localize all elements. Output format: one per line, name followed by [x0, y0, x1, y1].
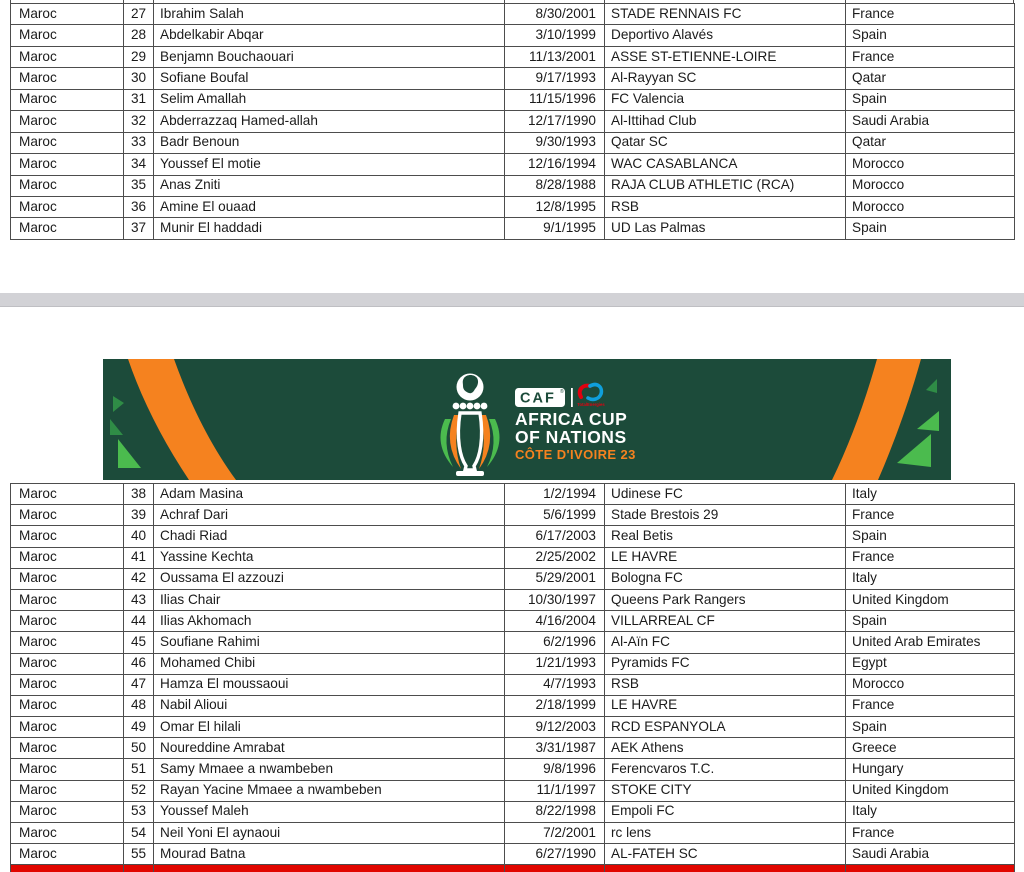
- cell-player: Ilias Akhomach: [154, 611, 505, 632]
- cell-player: Amine El ouaad: [154, 196, 505, 217]
- table-row: [11, 46, 1015, 67]
- table-row: [11, 111, 1015, 132]
- cell-player: Samy Mmaee a nwambeben: [154, 759, 505, 780]
- cell-club_country: France: [846, 505, 1015, 526]
- cell-player: Ilias Chair: [154, 589, 505, 610]
- cell-club: AL-FATEH SC: [605, 844, 846, 865]
- table-row: [11, 844, 1015, 865]
- players-table-bottom-body: [11, 484, 1015, 865]
- cell-club: STADE RENNAIS FC: [605, 4, 846, 25]
- cell-club_country: Greece: [846, 738, 1015, 759]
- cell-country: Maroc: [11, 25, 124, 46]
- cell-birthdate: 8/28/1988: [505, 175, 605, 196]
- cell-club_country: France: [846, 823, 1015, 844]
- table-row: [11, 780, 1015, 801]
- cell-number: 51: [124, 759, 154, 780]
- cell-number: 30: [124, 68, 154, 89]
- cell-club: STOKE CITY: [605, 780, 846, 801]
- table-row: [11, 196, 1015, 217]
- table-row: [11, 759, 1015, 780]
- cell-birthdate: 2/18/1999: [505, 695, 605, 716]
- cell-club: Al-Aïn FC: [605, 632, 846, 653]
- cell-player: Achraf Dari: [154, 505, 505, 526]
- cell-birthdate: 12/17/1990: [505, 111, 605, 132]
- caf-wordmark: CAF: [520, 390, 556, 407]
- players-table-top-body: [11, 4, 1015, 240]
- cell-number: 43: [124, 589, 154, 610]
- cell-country: Maroc: [11, 505, 124, 526]
- cell-club: UD Las Palmas: [605, 218, 846, 239]
- cell-player: Nabil Alioui: [154, 695, 505, 716]
- table-row: [11, 674, 1015, 695]
- cell-number: 46: [124, 653, 154, 674]
- cell-number: 35: [124, 175, 154, 196]
- table-row: [11, 89, 1015, 110]
- cell-number: 41: [124, 547, 154, 568]
- cell-club: Pyramids FC: [605, 653, 846, 674]
- cell-player: Chadi Riad: [154, 526, 505, 547]
- cell-club: Al-Ittihad Club: [605, 111, 846, 132]
- cell-number: 45: [124, 632, 154, 653]
- cell-player: Ibrahim Salah: [154, 4, 505, 25]
- cell-number: 47: [124, 674, 154, 695]
- banner-title-line2: OF NATIONS: [515, 427, 627, 447]
- cell-country: Maroc: [11, 717, 124, 738]
- table-row: [11, 717, 1015, 738]
- cell-club: Real Betis: [605, 526, 846, 547]
- cell-birthdate: 9/30/1993: [505, 132, 605, 153]
- red-separator-cell: [605, 865, 846, 872]
- cell-club: Bologna FC: [605, 568, 846, 589]
- cell-number: 40: [124, 526, 154, 547]
- table-row: [11, 801, 1015, 822]
- cell-number: 53: [124, 801, 154, 822]
- cell-club: RCD ESPANYOLA: [605, 717, 846, 738]
- cell-country: Maroc: [11, 526, 124, 547]
- players-table-bottom: [10, 483, 1015, 872]
- cell-birthdate: 10/30/1997: [505, 589, 605, 610]
- cell-player: Anas Zniti: [154, 175, 505, 196]
- cell-club_country: Qatar: [846, 68, 1015, 89]
- cell-player: Hamza El moussaoui: [154, 674, 505, 695]
- cell-country: Maroc: [11, 589, 124, 610]
- cell-club: RSB: [605, 674, 846, 695]
- cell-birthdate: 5/29/2001: [505, 568, 605, 589]
- cell-club: RAJA CLUB ATHLETIC (RCA): [605, 175, 846, 196]
- cell-club_country: Spain: [846, 526, 1015, 547]
- cell-birthdate: 9/8/1996: [505, 759, 605, 780]
- cell-number: 34: [124, 154, 154, 175]
- cell-country: Maroc: [11, 154, 124, 175]
- banner-title-line1: AFRICA CUP: [515, 409, 628, 429]
- red-separator-cell: [11, 865, 124, 872]
- cell-country: Maroc: [11, 801, 124, 822]
- cell-club: Empoli FC: [605, 801, 846, 822]
- cell-birthdate: 12/16/1994: [505, 154, 605, 175]
- cell-club: LE HAVRE: [605, 695, 846, 716]
- cell-player: Omar El hilali: [154, 717, 505, 738]
- cell-club_country: Italy: [846, 484, 1015, 505]
- page-break-bar: [0, 293, 1024, 307]
- cell-player: Abdelkabir Abqar: [154, 25, 505, 46]
- cell-country: Maroc: [11, 632, 124, 653]
- cell-club_country: France: [846, 4, 1015, 25]
- red-separator-cell: [505, 865, 605, 872]
- cell-number: 52: [124, 780, 154, 801]
- cell-club_country: United Kingdom: [846, 780, 1015, 801]
- sponsor-name: TotalEnergies: [577, 402, 605, 407]
- cell-number: 27: [124, 4, 154, 25]
- cell-birthdate: 9/12/2003: [505, 717, 605, 738]
- cell-country: Maroc: [11, 844, 124, 865]
- cell-player: Neil Yoni El aynaoui: [154, 823, 505, 844]
- cell-country: Maroc: [11, 653, 124, 674]
- cell-number: 48: [124, 695, 154, 716]
- cell-birthdate: 8/22/1998: [505, 801, 605, 822]
- cell-number: 49: [124, 717, 154, 738]
- cell-number: 42: [124, 568, 154, 589]
- cell-number: 28: [124, 25, 154, 46]
- cell-club_country: Spain: [846, 218, 1015, 239]
- players-table-top: [10, 3, 1015, 240]
- cell-player: Rayan Yacine Mmaee a nwambeben: [154, 780, 505, 801]
- cell-birthdate: 11/15/1996: [505, 89, 605, 110]
- table-row: [11, 526, 1015, 547]
- cell-birthdate: 3/10/1999: [505, 25, 605, 46]
- cell-player: Youssef Maleh: [154, 801, 505, 822]
- table-row: [11, 505, 1015, 526]
- cell-club_country: Morocco: [846, 154, 1015, 175]
- cell-birthdate: 5/6/1999: [505, 505, 605, 526]
- cell-club_country: Egypt: [846, 653, 1015, 674]
- cell-country: Maroc: [11, 738, 124, 759]
- red-separator-body: [11, 865, 1015, 872]
- cell-player: Benjamn Bouchaouari: [154, 46, 505, 67]
- table-row: [11, 175, 1015, 196]
- cell-club: ASSE ST-ETIENNE-LOIRE: [605, 46, 846, 67]
- cell-birthdate: 6/17/2003: [505, 526, 605, 547]
- cell-country: Maroc: [11, 196, 124, 217]
- cell-player: Munir El haddadi: [154, 218, 505, 239]
- cell-birthdate: 12/8/1995: [505, 196, 605, 217]
- cell-number: 29: [124, 46, 154, 67]
- table-row: [11, 589, 1015, 610]
- cell-club_country: Italy: [846, 568, 1015, 589]
- cell-player: Youssef El motie: [154, 154, 505, 175]
- cell-country: Maroc: [11, 175, 124, 196]
- cell-birthdate: 2/25/2002: [505, 547, 605, 568]
- cell-club_country: Morocco: [846, 175, 1015, 196]
- cell-number: 37: [124, 218, 154, 239]
- cell-number: 36: [124, 196, 154, 217]
- table-row: [11, 738, 1015, 759]
- cell-player: Mohamed Chibi: [154, 653, 505, 674]
- table-row: [11, 132, 1015, 153]
- cell-country: Maroc: [11, 218, 124, 239]
- cell-club: RSB: [605, 196, 846, 217]
- red-separator-row: [11, 865, 1015, 872]
- cell-country: Maroc: [11, 547, 124, 568]
- cell-number: 33: [124, 132, 154, 153]
- cell-birthdate: 8/30/2001: [505, 4, 605, 25]
- cell-club_country: France: [846, 46, 1015, 67]
- cell-player: Abderrazzaq Hamed-allah: [154, 111, 505, 132]
- cell-number: 50: [124, 738, 154, 759]
- cell-birthdate: 9/17/1993: [505, 68, 605, 89]
- cell-birthdate: 1/2/1994: [505, 484, 605, 505]
- table-row: [11, 154, 1015, 175]
- cell-club_country: Italy: [846, 801, 1015, 822]
- cell-player: Mourad Batna: [154, 844, 505, 865]
- cell-club_country: Qatar: [846, 132, 1015, 153]
- cell-club: Ferencvaros T.C.: [605, 759, 846, 780]
- red-separator-cell: [154, 865, 505, 872]
- table-row: [11, 611, 1015, 632]
- table-row: [11, 4, 1015, 25]
- cell-player: Badr Benoun: [154, 132, 505, 153]
- afcon-banner-graphic: [103, 359, 951, 480]
- cell-country: Maroc: [11, 823, 124, 844]
- cell-club: Deportivo Alavés: [605, 25, 846, 46]
- cell-club: LE HAVRE: [605, 547, 846, 568]
- cell-birthdate: 4/7/1993: [505, 674, 605, 695]
- cell-player: Noureddine Amrabat: [154, 738, 505, 759]
- cell-club_country: Morocco: [846, 196, 1015, 217]
- cell-club: AEK Athens: [605, 738, 846, 759]
- cell-club: Qatar SC: [605, 132, 846, 153]
- cell-club_country: France: [846, 547, 1015, 568]
- cell-club_country: Spain: [846, 717, 1015, 738]
- cell-country: Maroc: [11, 4, 124, 25]
- cell-club_country: United Kingdom: [846, 589, 1015, 610]
- cell-club: Queens Park Rangers: [605, 589, 846, 610]
- cell-club_country: Saudi Arabia: [846, 844, 1015, 865]
- cell-country: Maroc: [11, 568, 124, 589]
- cell-club_country: United Arab Emirates: [846, 632, 1015, 653]
- cell-club_country: Spain: [846, 89, 1015, 110]
- table-row: [11, 68, 1015, 89]
- table-row: [11, 823, 1015, 844]
- cell-player: Soufiane Rahimi: [154, 632, 505, 653]
- cell-club: Udinese FC: [605, 484, 846, 505]
- cell-country: Maroc: [11, 484, 124, 505]
- caf-logo: [515, 388, 573, 407]
- cell-country: Maroc: [11, 89, 124, 110]
- cell-country: Maroc: [11, 611, 124, 632]
- table-row: [11, 25, 1015, 46]
- cell-country: Maroc: [11, 695, 124, 716]
- cell-birthdate: 11/1/1997: [505, 780, 605, 801]
- cell-number: 54: [124, 823, 154, 844]
- red-separator-cell: [846, 865, 1015, 872]
- red-separator-cell: [124, 865, 154, 872]
- cell-club_country: France: [846, 695, 1015, 716]
- cell-player: Adam Masina: [154, 484, 505, 505]
- banner-subtitle: CÔTE D'IVOIRE 23: [515, 447, 636, 462]
- cell-player: Selim Amallah: [154, 89, 505, 110]
- cell-club_country: Hungary: [846, 759, 1015, 780]
- afcon-banner: [103, 359, 951, 480]
- cell-club_country: Saudi Arabia: [846, 111, 1015, 132]
- table-row: [11, 653, 1015, 674]
- cell-birthdate: 9/1/1995: [505, 218, 605, 239]
- cell-club: Stade Brestois 29: [605, 505, 846, 526]
- table-row: [11, 695, 1015, 716]
- table-row: [11, 484, 1015, 505]
- cell-club_country: Spain: [846, 611, 1015, 632]
- cell-player: Oussama El azzouzi: [154, 568, 505, 589]
- cell-club: FC Valencia: [605, 89, 846, 110]
- cell-number: 32: [124, 111, 154, 132]
- cell-number: 31: [124, 89, 154, 110]
- cell-birthdate: 4/16/2004: [505, 611, 605, 632]
- cell-country: Maroc: [11, 111, 124, 132]
- cell-birthdate: 6/27/1990: [505, 844, 605, 865]
- cell-number: 39: [124, 505, 154, 526]
- cell-club_country: Morocco: [846, 674, 1015, 695]
- cell-club: VILLARREAL CF: [605, 611, 846, 632]
- cell-country: Maroc: [11, 674, 124, 695]
- cell-club_country: Spain: [846, 25, 1015, 46]
- cell-number: 55: [124, 844, 154, 865]
- cell-country: Maroc: [11, 68, 124, 89]
- cell-club: rc lens: [605, 823, 846, 844]
- table-row: [11, 547, 1015, 568]
- registered-mark: ®: [560, 389, 564, 395]
- cell-number: 38: [124, 484, 154, 505]
- cell-country: Maroc: [11, 132, 124, 153]
- cell-country: Maroc: [11, 46, 124, 67]
- table-row: [11, 632, 1015, 653]
- cell-player: Yassine Kechta: [154, 547, 505, 568]
- cell-club: Al-Rayyan SC: [605, 68, 846, 89]
- cell-birthdate: 6/2/1996: [505, 632, 605, 653]
- cell-birthdate: 3/31/1987: [505, 738, 605, 759]
- cell-number: 44: [124, 611, 154, 632]
- cell-birthdate: 1/21/1993: [505, 653, 605, 674]
- cell-country: Maroc: [11, 759, 124, 780]
- table-row: [11, 568, 1015, 589]
- table-row: [11, 218, 1015, 239]
- cell-country: Maroc: [11, 780, 124, 801]
- cell-player: Sofiane Boufal: [154, 68, 505, 89]
- cell-club: WAC CASABLANCA: [605, 154, 846, 175]
- cell-birthdate: 7/2/2001: [505, 823, 605, 844]
- cell-birthdate: 11/13/2001: [505, 46, 605, 67]
